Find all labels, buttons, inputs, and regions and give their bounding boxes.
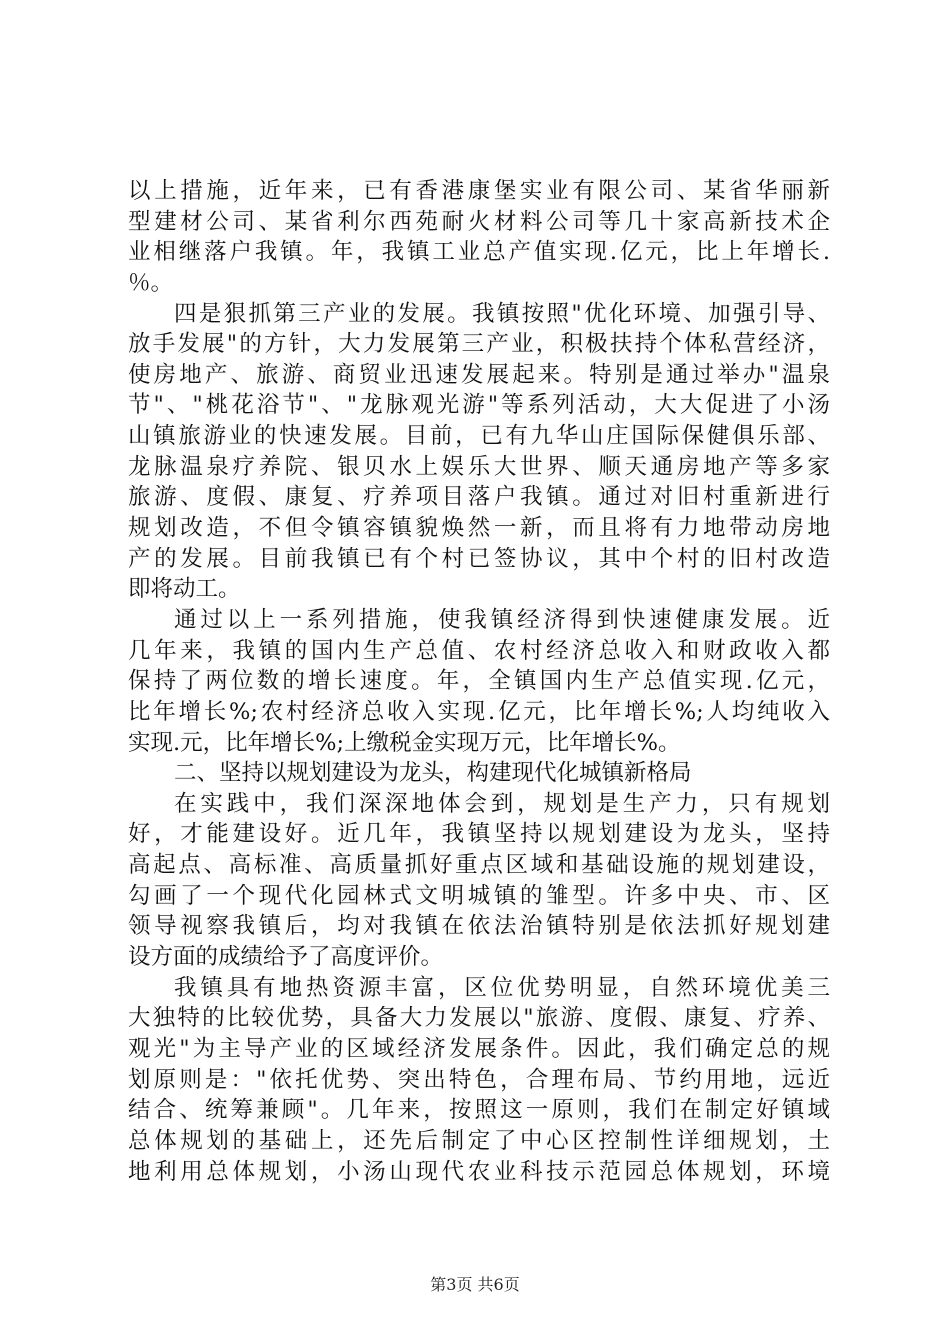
text-line: 设方面的成绩给予了高度评价。	[128, 944, 444, 971]
text-line: 以上措施，近年来，已有香港康堡实业有限公司、某省华丽新	[128, 178, 830, 204]
text-line: 使房地产、旅游、商贸业迅速发展起来。特别是通过举办"温泉	[128, 361, 830, 388]
text-line: ％。	[128, 269, 174, 296]
text-line: 地利用总体规划，小汤山现代农业科技示范园总体规划，环境	[128, 1158, 830, 1185]
text-line: 二、坚持以规划建设为龙头，构建现代化城镇新格局	[174, 760, 692, 787]
text-line: 实现.元，比年增长%;上缴税金实现万元，比年增长%。	[128, 729, 681, 756]
text-line: 勾画了一个现代化园林式文明城镇的雏型。许多中央、市、区	[128, 882, 830, 909]
document-body	[128, 176, 830, 1187]
text-line: 高起点、高标准、高质量抓好重点区域和基础设施的规划建设，	[128, 852, 830, 879]
text-line: 节"、"桃花浴节"、"龙脉观光游"等系列活动，大大促进了小汤	[128, 392, 830, 419]
text-line: 龙脉温泉疗养院、银贝水上娱乐大世界、顺天通房地产等多家	[128, 453, 830, 480]
text-line: 四是狠抓第三产业的发展。我镇按照"优化环境、加强引导、	[174, 300, 830, 327]
text-line: 旅游、度假、康复、疗养项目落户我镇。通过对旧村重新进行	[128, 484, 830, 511]
text-line: 领导视察我镇后，均对我镇在依法治镇特别是依法抓好规划建	[128, 913, 830, 940]
text-line: 好，才能建设好。近几年，我镇坚持以规划建设为龙头，坚持	[128, 821, 830, 848]
text-line: 通过以上一系列措施，使我镇经济得到快速健康发展。近	[174, 606, 830, 633]
text-line: 结合、统筹兼顾"。几年来，按照这一原则，我们在制定好镇域	[128, 1097, 830, 1124]
text-line: 山镇旅游业的快速发展。目前，已有九华山庄国际保健俱乐部、	[128, 423, 830, 450]
page-number-footer: 第3页 共6页	[430, 1275, 520, 1294]
text-line: 总体规划的基础上，还先后制定了中心区控制性详细规划，土	[128, 1127, 830, 1154]
text-line: 大独特的比较优势，具备大力发展以"旅游、度假、康复、疗养、	[128, 1005, 830, 1032]
text-line: 划原则是："依托优势、突出特色，合理布局、节约用地，远近	[128, 1066, 830, 1093]
text-line: 即将动工。	[128, 576, 241, 603]
text-line: 几年来，我镇的国内生产总值、农村经济总收入和财政收入都	[128, 637, 830, 664]
text-line: 型建材公司、某省利尔西苑耐火材料公司等几十家高新技术企	[128, 208, 830, 235]
text-line: 我镇具有地热资源丰富，区位优势明显，自然环境优美三	[174, 974, 830, 1001]
text-line: 规划改造，不但令镇容镇貌焕然一新，而且将有力地带动房地	[128, 515, 830, 542]
text-line: 保持了两位数的增长速度。年，全镇国内生产总值实现.亿元，	[128, 668, 830, 695]
text-line: 放手发展"的方针，大力发展第三产业，积极扶持个体私营经济，	[128, 331, 830, 358]
text-line: 业相继落户我镇。年，我镇工业总产值实现.亿元，比上年增长.	[128, 239, 830, 266]
text-line: 观光"为主导产业的区域经济发展条件。因此，我们确定总的规	[128, 1035, 830, 1062]
text-line: 在实践中，我们深深地体会到，规划是生产力，只有规划	[174, 790, 830, 817]
text-line: 产的发展。目前我镇已有个村已签协议，其中个村的旧村改造	[128, 545, 830, 572]
text-line: 比年增长%;农村经济总收入实现.亿元，比年增长%;人均纯收入	[128, 698, 830, 725]
